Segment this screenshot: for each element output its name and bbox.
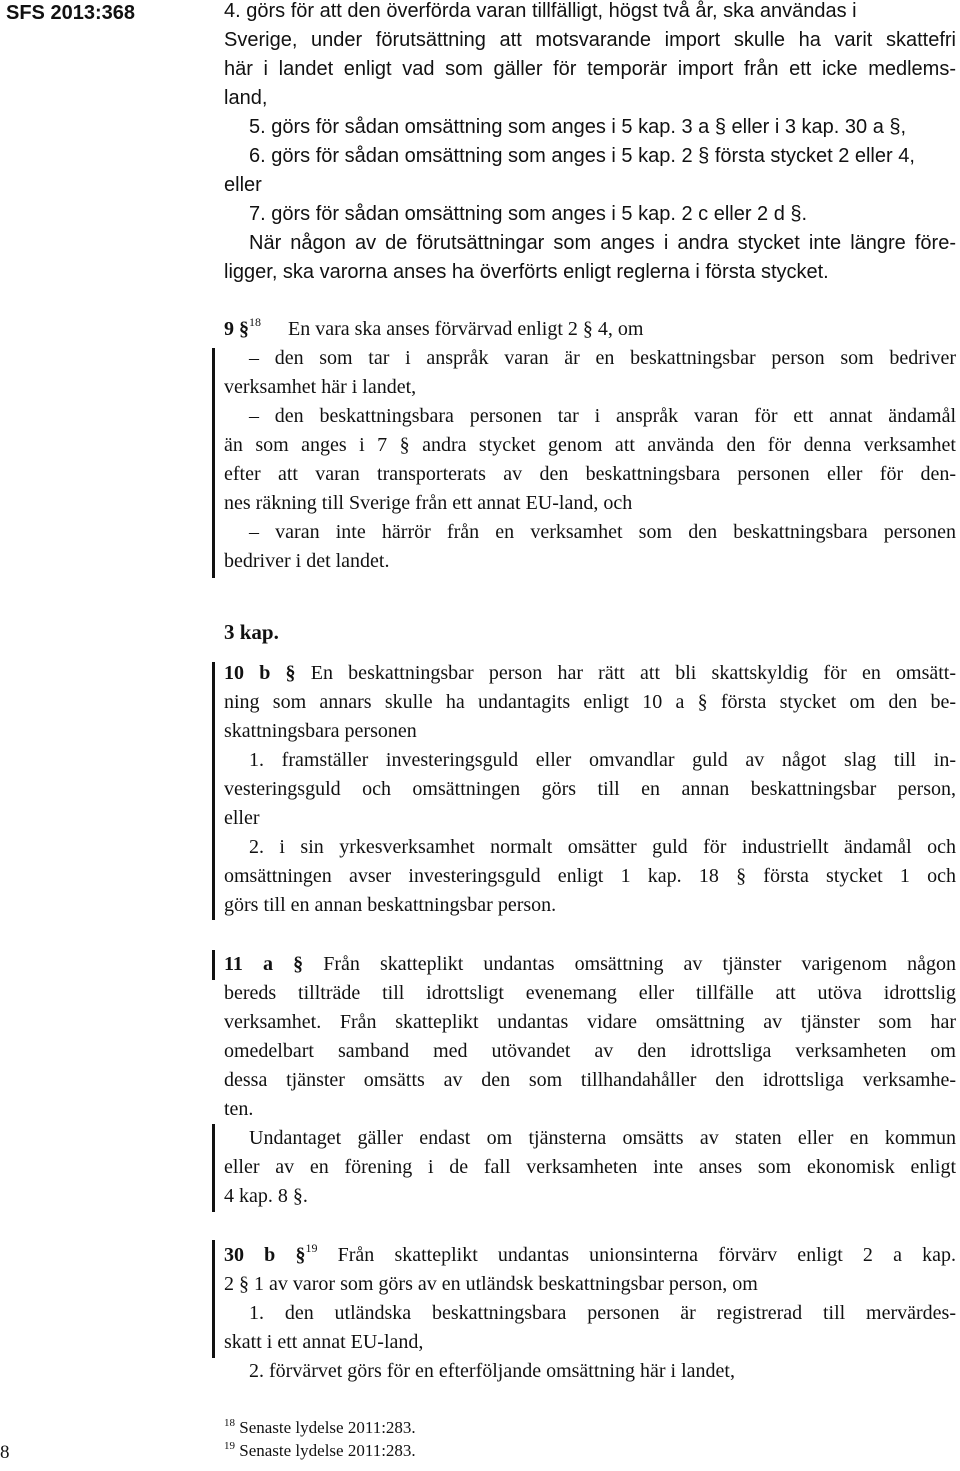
section-11a-line: ten. [224, 1098, 254, 1120]
intro-line: 4. görs för att den överförda varan tillfälligt, högst två år, ska användas i [224, 0, 857, 22]
footnote-marker: 18 [224, 1417, 235, 1429]
sfs-number: SFS 2013:368 [6, 2, 135, 24]
intro-item-5: 5. görs för sådan omsättning som anges i 5 kap. 3 a § eller i 3 kap. 30 a §, [249, 116, 907, 138]
intro-item-6: 6. görs för sådan omsättning som anges i 5 kap. 2 § första stycket 2 eller 4, [249, 145, 915, 167]
footnote-text: Senaste lydelse 2011:283. [239, 1418, 416, 1437]
section-9-line: – varan inte härrör från en verksamhet som den beskattningsbara personen [249, 521, 956, 543]
intro-item-7: 7. görs för sådan omsättning som anges i 5 kap. 2 c eller 2 d §. [249, 203, 808, 225]
section-11a-line: omedelbart samband med utövandet av den idrottsliga verksamheten om [224, 1040, 956, 1062]
section-10b-line: skattningsbara personen [224, 720, 417, 742]
section-9-line: – den beskattningsbara personen tar i anspråk varan för ett annat ändamål [249, 405, 956, 427]
section-11a-lead: Från skatteplikt undantas omsättning av tjänster varigenom någon [323, 953, 957, 975]
footnote-marker: 19 [224, 1440, 235, 1452]
footnote-ref-18: 18 [249, 315, 261, 329]
section-11a-line: 4 kap. 8 §. [224, 1185, 308, 1207]
section-9-line: bedriver i det landet. [224, 550, 390, 572]
change-bar [212, 1240, 215, 1358]
section-30b-lead: Från skatteplikt undantas unionsinterna förvärv enligt 2 a kap. [337, 1244, 957, 1266]
intro-line: När någon av de förutsättningar som anges i andra stycket inte längre före- [249, 232, 956, 254]
section-11a-line: bereds tillträde till idrottsligt evenemang eller tillfälle att utöva idrottslig [224, 982, 956, 1004]
footnote-ref-19: 19 [305, 1241, 318, 1255]
section-10b-line: vesteringsguld och omsättningen görs till en annan beskattningsbar person, [224, 778, 956, 800]
section-10b-lead-line [224, 662, 956, 685]
section-30b-line: 2 § 1 av varor som görs av en utländsk beskattningsbar person, om [224, 1273, 758, 1295]
footnote-18 [224, 1418, 416, 1438]
section-11a-line: eller av en förening i de fall verksamheten inte anses som ekonomisk enligt [224, 1156, 956, 1178]
section-9-number: 9 § [224, 318, 249, 340]
section-11a-line: dessa tjänster omsätts av den som tillhandahåller den idrottsliga verksamhe- [224, 1069, 956, 1091]
section-10b-line: ning som annars skulle ha undantagits enligt 10 a § första stycket om den be- [224, 691, 956, 713]
section-10b-line: omsättningen avser investeringsguld enligt 1 kap. 18 § första stycket 1 och [224, 865, 956, 887]
section-9-lead-line [224, 315, 956, 341]
change-bar [212, 348, 215, 578]
section-10b-item-2: 2. i sin yrkesverksamhet normalt omsätter guld för industriellt ändamål och [249, 836, 956, 858]
section-9-line: verksamhet här i landet, [224, 376, 417, 398]
section-30b-number: 30 b § [224, 1244, 306, 1266]
section-11a-number: 11 a § [224, 953, 304, 975]
intro-line: Sverige, under förutsättning att motsvarande import skulle ha varit skattefri [224, 29, 956, 51]
chapter-heading: 3 kap. [224, 620, 279, 644]
intro-line: eller [224, 174, 262, 196]
section-11a-line: verksamhet. Från skatteplikt undantas vidare omsättning av tjänster som har [224, 1011, 956, 1033]
section-11a-line: Undantaget gäller endast om tjänsterna omsätts av staten eller en kommun [249, 1127, 956, 1149]
section-9-line: – den som tar i anspråk varan är en beskattningsbar person som bedriver [249, 347, 956, 369]
section-10b-item-1: 1. framställer investeringsguld eller omvandlar guld av något slag till in- [249, 749, 956, 771]
section-10b-number: 10 b § [224, 662, 296, 684]
intro-line: ligger, ska varorna anses ha överförts enligt reglerna i första stycket. [224, 261, 829, 283]
section-30b-lead-line [224, 1241, 957, 1267]
section-10b-lead: En beskattningsbar person har rätt att bli skattskyldig för en omsätt- [310, 662, 957, 684]
section-9-lead: En vara ska anses förvärvad enligt 2 § 4, om [288, 318, 644, 340]
section-30b-line: skatt i ett annat EU-land, [224, 1331, 424, 1353]
section-11a-lead-line [224, 953, 956, 976]
section-10b-line: eller [224, 807, 260, 829]
footnote-text: Senaste lydelse 2011:283. [239, 1441, 416, 1460]
intro-line: här i landet enligt vad som gäller för temporär import från ett icke medlems- [224, 58, 956, 80]
footnote-19 [224, 1441, 416, 1461]
page-number: 8 [0, 1442, 10, 1463]
change-bar [212, 1124, 215, 1212]
section-9-line: efter att varan transporterats av den beskattningsbara personen eller för den- [224, 463, 956, 485]
intro-line: land, [224, 87, 268, 109]
change-bar [212, 950, 215, 980]
section-9-line: nes räkning till Sverige från ett annat EU-land, och [224, 492, 633, 514]
change-bar [212, 662, 215, 920]
section-9-line: än som anges i 7 § andra stycket genom att använda den för denna verksamhet [224, 434, 956, 456]
section-10b-line: görs till en annan beskattningsbar person. [224, 894, 557, 916]
section-30b-item-1: 1. den utländska beskattningsbara personen är registrerad till mervärdes- [249, 1302, 956, 1324]
section-30b-item-2: 2. förvärvet görs för en efterföljande omsättning här i landet, [249, 1360, 735, 1382]
